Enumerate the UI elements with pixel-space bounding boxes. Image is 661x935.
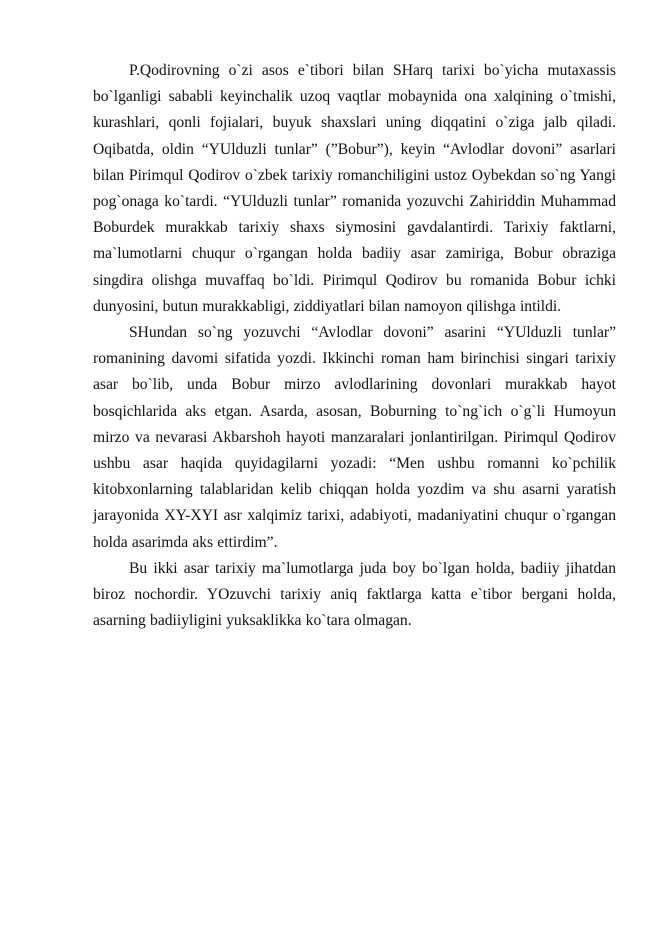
paragraph-1: P.Qodirovning o`zi asos e`tibori bilan SHarq tarixi bo`yicha mutaxassis bo`lganligi sababli keyinchalik uzoq vaqtlar mobaynida ona xalqining o`tmishi, kurashlari, qonli fojialari, buyuk shaxslari uning diqqatini o`ziga jalb qiladi. Oqibatda, oldin “YUlduzli tunlar” (”Bobur”), keyin “Avlodlar dovoni” asarlari bilan Pirimqul Qodirov o`zbek tarixiy romanchiligini ustoz Oybekdan so`ng Yangi pog`onaga ko`tardi. “YUlduzli tunlar” romanida yozuvchi Zahiriddin Muhammad Boburdek murakkab tarixiy shaxs siymosini gavdalantirdi. Tarixiy faktlarni, ma`lumotlarni chuqur o`rgangan holda badiiy asar zamiriga, Bobur obraziga singdira olishga muvaffaq bo`ldi. Pirimqul Qodirov bu romanida Bobur ichki dunyosini, butun murakkabligi, ziddiyatlari bilan namoyon qilishga intildi. [93, 62, 616, 315]
paragraph-2: SHundan so`ng yozuvchi “Avlodlar dovoni” asarini “YUlduzli tunlar” romanining davomi sifatida yozdi. Ikkinchi roman ham birinchisi singari tarixiy asar bo`lib, unda Bobur mirzo avlodlarining dovonlari murakkab hayot bosqichlarida aks etgan. Asarda, asosan, Boburning to`ng`ich o`g`li Humoyun mirzo va nevarasi Akbarshoh hayoti manzaralari jonlantirilgan. Pirimqul Qodirov ushbu asar haqida quyidagilarni yozadi: “Men ushbu romanni ko`pchilik kitobxonlarning talablaridan kelib chiqqan holda yozdim va shu asarni yaratish jarayonida XY-XYI asr xalqimiz tarixi, adabiyoti, madaniyatini chuqur o`rgangan holda asarimda aks ettirdim”. [93, 324, 616, 551]
text-body [93, 58, 616, 634]
paragraph-3: Bu ikki asar tarixiy ma`lumotlarga juda boy bo`lgan holda, badiiy jihatdan biroz nochordir. YOzuvchi tarixiy aniq faktlarga katta e`tibor bergani holda, asarning badiiyligini yuksaklikka ko`tara olmagan. [93, 559, 616, 630]
